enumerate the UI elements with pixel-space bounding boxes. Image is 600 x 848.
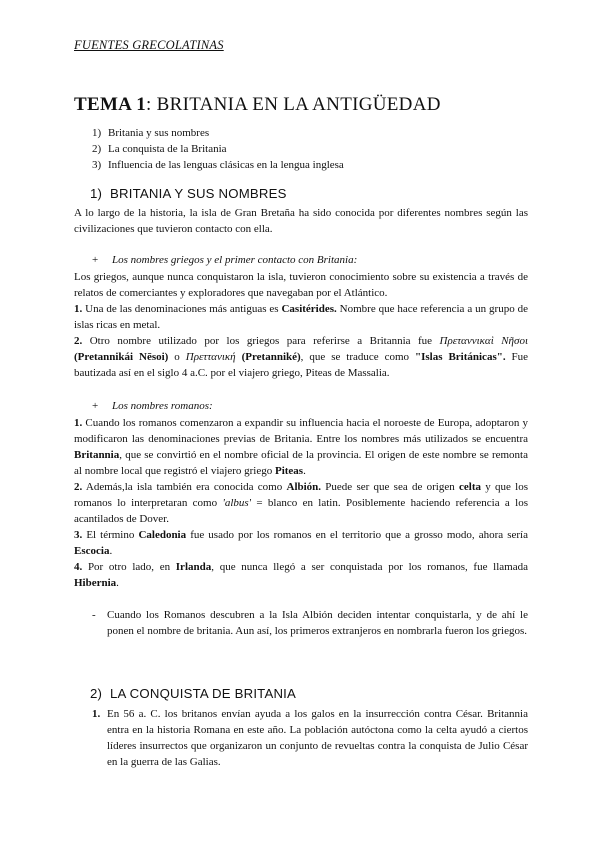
bold-term: (Pretanniké) (241, 351, 301, 363)
bold-term: (Pretannikái Nēsoi) (74, 351, 169, 363)
item-num: 1. (92, 708, 101, 720)
roman-item-1 (74, 415, 528, 479)
page-header: FUENTES GRECOLATINAS (74, 38, 224, 52)
text: Cuando los romanos comenzaron a expandir su influencia hacia el noroeste de Europa, adoptaron y modificaron las denominaciones previas de Britania. Entre los nombres más utilizados se encuentra (74, 417, 528, 445)
toc-num: 1) (92, 127, 102, 139)
dash-text: Cuando los Romanos descubren a la Isla Albión deciden intentar conquistarla, y de ahí le ponen el nombre de britania. Aun así, los primeros extranjeros en nombrarla fueron los griegos. (107, 609, 528, 637)
text: Nombre que hace referencia a un grupo de islas ricas en metal. (74, 303, 528, 331)
text: El término (82, 529, 139, 541)
toc-text: Influencia de las lenguas clásicas en la lengua inglesa (108, 159, 344, 171)
item-text: En 56 a. C. los britanos envían ayuda a los galos en la insurrección contra César. Britannia entra en la historia Romana en este año. La población autóctona como la celta ayudó a ciertos líderes insurrectos que organizaron un conjunto de revueltas contra la conquista de Julio César en la guerra de las Galias. (107, 708, 528, 768)
bold-term: Irlanda (175, 561, 212, 573)
subheading-text: Los nombres griegos y el primer contacto con Britania: (112, 254, 358, 266)
item-num: 4. (74, 561, 83, 573)
table-of-contents (92, 125, 344, 173)
text: . (116, 577, 119, 589)
dash-note (92, 607, 528, 639)
dash-bullet-icon: - (92, 609, 96, 621)
section-heading-2 (90, 686, 296, 701)
greek-subheading (92, 252, 357, 268)
toc-num: 2) (92, 143, 102, 155)
intro-paragraph: A lo largo de la historia, la isla de Gran Bretaña ha sido conocida por diferentes nombres según las civilizaciones que tuvieron contacto con ella. (74, 207, 528, 235)
toc-item (92, 157, 344, 173)
text: = blanco en latin. Posiblemente haciendo referencia a los acantilados de Dover. (74, 497, 528, 525)
greek-item-2 (74, 333, 528, 381)
conquest-item-1 (92, 706, 528, 770)
text: . (109, 545, 113, 557)
title-rest: : BRITANIA EN LA ANTIGÜEDAD (146, 94, 441, 115)
text: , que se convirtió en el nombre oficial de la provincia. El origen de este nombre se remonta al nombre local que registró el viajero griego (74, 449, 528, 477)
plus-bullet-icon: + (92, 400, 99, 412)
text: Por otro lado, en (82, 561, 176, 573)
bold-term: Albión. (286, 481, 322, 493)
text: Fue bautizada así en el siglo 4 a.C. por el viajero griego, Piteas de Massalia. (74, 351, 529, 379)
text: Además,la isla también era conocida como (82, 481, 287, 493)
item-num: 2. (74, 335, 83, 347)
toc-item (92, 125, 344, 141)
bold-term: Casitérides. (281, 303, 337, 315)
page-title (74, 94, 441, 116)
latin-term: 'albus' (222, 497, 252, 509)
subheading-text: Los nombres romanos: (112, 400, 213, 412)
roman-item-3 (74, 527, 528, 559)
section-title: BRITANIA Y SUS NOMBRES (110, 186, 287, 201)
section-num: 1) (90, 186, 103, 201)
text: . (303, 465, 306, 477)
greek-paragraph: Los griegos, aunque nunca conquistaron la isla, tuvieron conocimiento sobre su existencia a través de relatos de comerciantes y exploradores que navegaban por el Atlántico. (74, 271, 528, 299)
bold-term: Escocia (74, 545, 110, 557)
greek-term: Πρεταννικαὶ Νῆσοι (439, 335, 528, 347)
toc-text: La conquista de la Britania (108, 143, 227, 155)
toc-num: 3) (92, 159, 102, 171)
section-num: 2) (90, 686, 103, 701)
roman-subheading (92, 398, 213, 414)
section-title: LA CONQUISTA DE BRITANIA (110, 686, 297, 701)
toc-item (92, 141, 344, 157)
text: Una de las denominaciones más antiguas es (82, 303, 282, 315)
text: o (168, 351, 186, 363)
item-num: 1. (74, 303, 83, 315)
bold-term: Piteas (274, 465, 304, 477)
roman-item-2 (74, 479, 528, 527)
greek-item-1 (74, 301, 528, 333)
greek-term: Πρεττανική (185, 351, 236, 363)
item-num: 3. (74, 529, 83, 541)
text: , que nunca llegó a ser conquistada por los romanos, fue llamada (211, 561, 528, 573)
item-num: 2. (74, 481, 83, 493)
title-label: TEMA 1 (74, 94, 147, 115)
text: y que los romanos lo interpretaran como (74, 481, 529, 509)
bold-term: "Islas Británicas". (415, 351, 506, 363)
section-heading-1 (90, 186, 287, 201)
bold-term: Britannia (74, 449, 120, 461)
bold-term: celta (459, 481, 481, 493)
toc-text: Britania y sus nombres (108, 127, 210, 139)
plus-bullet-icon: + (92, 254, 99, 266)
bold-term: Hibernia (74, 577, 117, 589)
text: , que se traduce como (300, 351, 415, 363)
item-num: 1. (74, 417, 83, 429)
text: Puede ser que sea de origen (321, 481, 460, 493)
bold-term: Caledonia (138, 529, 187, 541)
text: fue usado por los romanos en el territorio que a grosso modo, ahora sería (186, 529, 528, 541)
text: Otro nombre utilizado por los griegos para referirse a Britannia fue (82, 335, 440, 347)
roman-item-4 (74, 559, 528, 591)
